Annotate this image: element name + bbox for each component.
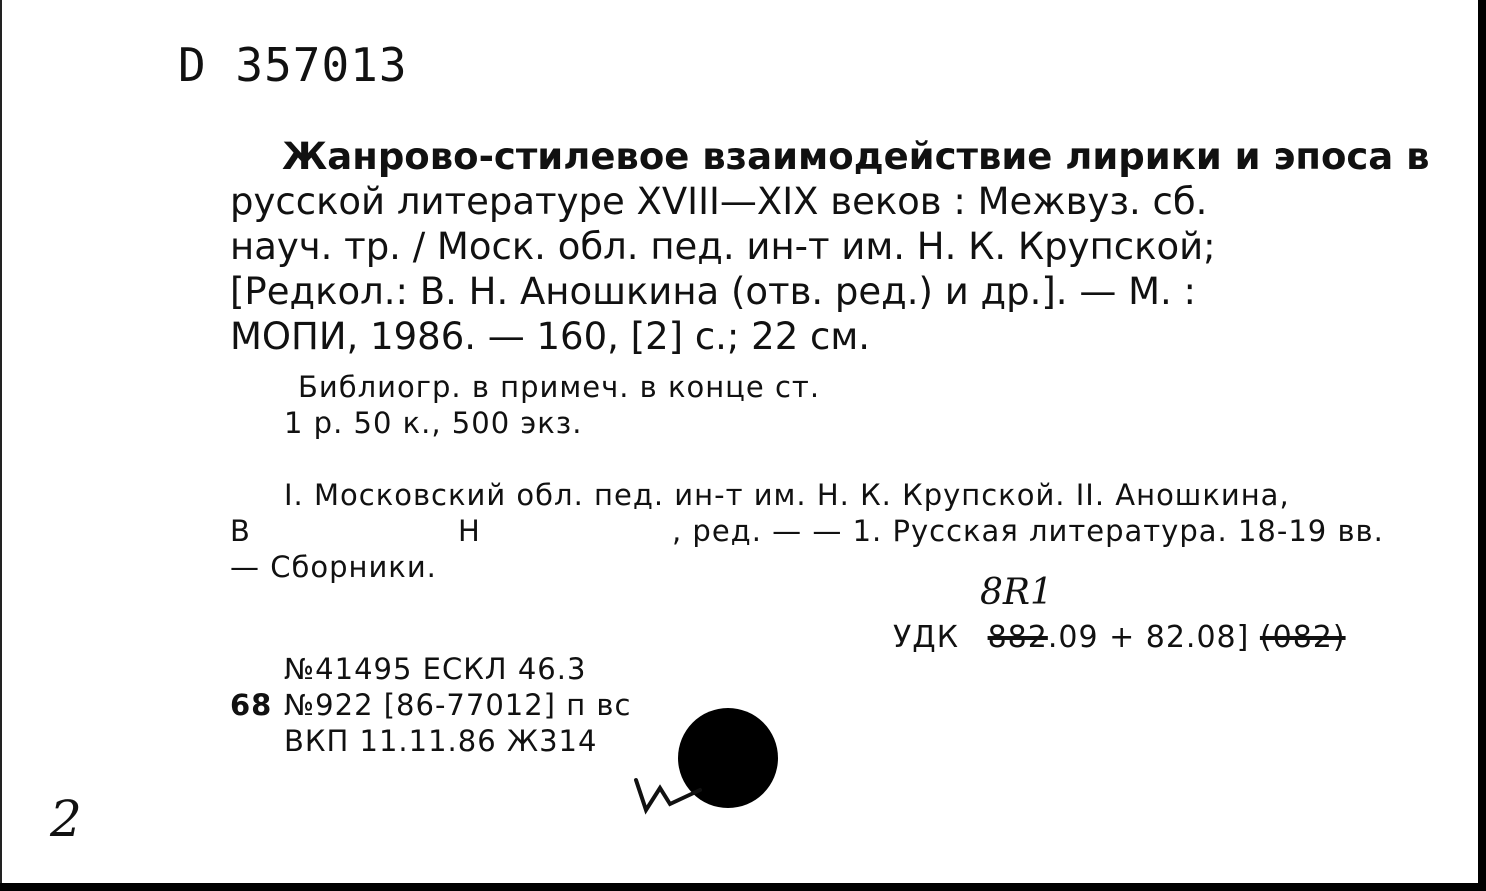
handwritten-mark: 8R1: [980, 572, 1053, 613]
title-line-4: [Редкол.: В. Н. Аношкина (отв. ред.) и др.]. — М. :: [230, 270, 1196, 313]
note-bibliography: Библиогр. в примеч. в конце ст.: [298, 370, 821, 404]
left-border: [0, 0, 2, 891]
udk-struck-end: (082): [1259, 620, 1346, 655]
title-line-1: Жанрово-стилевое взаимодействие лирики и эпоса в: [282, 135, 1430, 178]
title-line-2: русской литературе XVIII—XIX веков : Межвуз. сб.: [230, 180, 1208, 223]
udk-label: УДК: [893, 620, 960, 655]
tracing-line-3: — Сборники.: [230, 550, 437, 584]
corner-handwritten-mark: 2: [50, 790, 82, 848]
bottom-border: [0, 883, 1486, 891]
registry-line-2: №922 [86-77012] п вс: [284, 688, 632, 722]
registry-line-1: №41495 ЕСКЛ 46.3: [284, 652, 587, 686]
note-price: 1 р. 50 к., 500 экз.: [284, 406, 583, 440]
title-line-3: науч. тр. / Моск. обл. пед. ин-т им. Н. К. Крупской;: [230, 225, 1216, 268]
tracing-line-1: I. Московский обл. пед. ин-т им. Н. К. Крупской. II. Аношкина,: [284, 478, 1290, 512]
registry-line-3: ВКП 11.11.86 Ж314: [284, 724, 598, 758]
title-line-5: МОПИ, 1986. — 160, [2] с.; 22 см.: [230, 315, 871, 358]
udk-line: [893, 620, 1346, 655]
registry-prefix: 68: [230, 688, 273, 722]
udk-struck-code: 882: [987, 620, 1048, 655]
handwritten-checkmark: [630, 760, 710, 820]
tracing-line-2: , ред. — — 1. Русская литература. 18-19 вв.: [672, 514, 1384, 548]
call-number: D 357013: [178, 38, 408, 92]
udk-value: .09 + 82.08]: [1047, 620, 1250, 655]
tracing-initial-b: В: [230, 514, 251, 548]
right-border: [1478, 0, 1486, 891]
tracing-initial-h: Н: [458, 514, 481, 548]
